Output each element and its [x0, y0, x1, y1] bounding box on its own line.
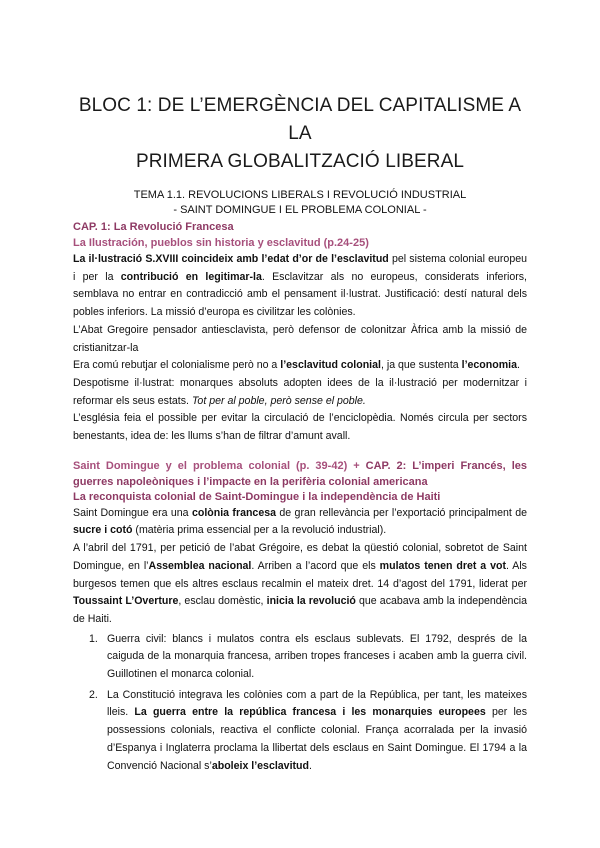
subtitle-line-2: - SAINT DOMINGUE I EL PROBLEMA COLONIAL -	[173, 204, 427, 216]
list-item	[73, 687, 527, 776]
paragraph-esglesia: L’església feia el possible per evitar la circulació de l’enciclopèdia. Només circula per sectors benestants, idea de: les llums s’han de filtrar d’amunt avall.	[73, 412, 527, 443]
document-page	[73, 92, 527, 778]
title-line-2: PRIMERA GLOBALITZACIÓ LIBERAL	[135, 151, 465, 172]
paragraph-abat-gregoire: L’Abat Gregoire pensador antiesclavista, però defensor de colonitzar Àfrica amb la missió de cristianitzar-la	[73, 323, 527, 354]
list-item	[73, 631, 527, 684]
document-title	[73, 92, 527, 176]
title-line-1: BLOC 1: DE L’EMERGÈNCIA DEL CAPITALISME A LA	[78, 95, 522, 144]
subtitle	[73, 188, 527, 218]
paragraph-saint-domingue: Saint Domingue era una colònia francesa de gran rellevància per l’exportació principalment de sucre i cotó (matèria prima essencial per a la revolució industrial).	[73, 506, 527, 537]
list-item-text: La Constitució integrava les colònies com a part de la República, per tant, les mateixes lleis. La guerra entre la república francesa i les monarquies europees per les possessions colonials, reactiva el conflicte colonial. França acorralada per la invasió d’Espanya i Inglaterra proclama la llibertat dels esclaus en Saint Domingue. El 1794 a la Convenció Nacional s’aboleix l’esclavitud.	[107, 688, 527, 772]
paragraph-despotisme: Despotisme il·lustrat: monarques absoluts adopten idees de la il·lustració per modernitzar i reformar els seus estats. Tot per al poble, però sense el poble.	[73, 376, 527, 407]
paragraph-colonialisme: Era comú rebutjar el colonialisme però no a l’esclavitud colonial, ja que sustenta l’economia.	[73, 359, 520, 372]
subtitle-line-1: TEMA 1.1. REVOLUCIONS LIBERALS I REVOLUCIÓ INDUSTRIAL	[133, 189, 467, 201]
numbered-list	[73, 631, 527, 776]
section-spacer	[73, 446, 527, 458]
list-item-text: Guerra civil: blancs i mulatos contra els esclaus sublevats. El 1792, després de la caiguda de la monarquia francesa, arriben tropes franceses i acaben amb la guerra civil. Guillotinen el monarca colonial.	[107, 632, 527, 681]
paragraph-illustracio: La il·lustració S.XVIII coincideix amb l’edat d’or de l’esclavitud pel sistema colonial europeu i per la contribució en legitimar-la. Esclavitzar als no europeus, considerats inferiors, semblava no entrar en contradicció amb el pensament il·lustrat. Justificació: destí natural dels pobles inferiors. La missió d’europa es civilitzar les colònies.	[73, 253, 527, 319]
chapter-1-heading: CAP. 1: La Revolució Francesa	[73, 221, 234, 233]
paragraph-1791: A l’abril del 1791, per petició de l’abat Grégoire, es debat la qüestió colonial, sobretot de Saint Domingue, en l’Assemblea nacional. Arriben a l’acord que els mulatos tenen dret a vot. Als burgesos temen que els altres esclaus recalmin el mateix dret. 14 d’agost del 1791, liderat per Toussaint L’Overture, esclau domèstic, inicia la revolució que acabava amb la independència de Haiti.	[73, 542, 527, 625]
list-number: 1.	[89, 632, 98, 645]
ilustracion-subheading: La Ilustración, pueblos sin historia y esclavitud (p.24-25)	[73, 237, 369, 249]
list-number: 2.	[89, 688, 98, 701]
chapter-2-heading: Saint Domingue y el problema colonial (p. 39-42) + CAP. 2: L’imperi Francés, les guerres napoleòniques i l’impacte en la perifèria colonial americana	[73, 459, 527, 488]
reconquista-subheading: La reconquista colonial de Saint-Domingue i la independència de Haiti	[73, 490, 441, 503]
